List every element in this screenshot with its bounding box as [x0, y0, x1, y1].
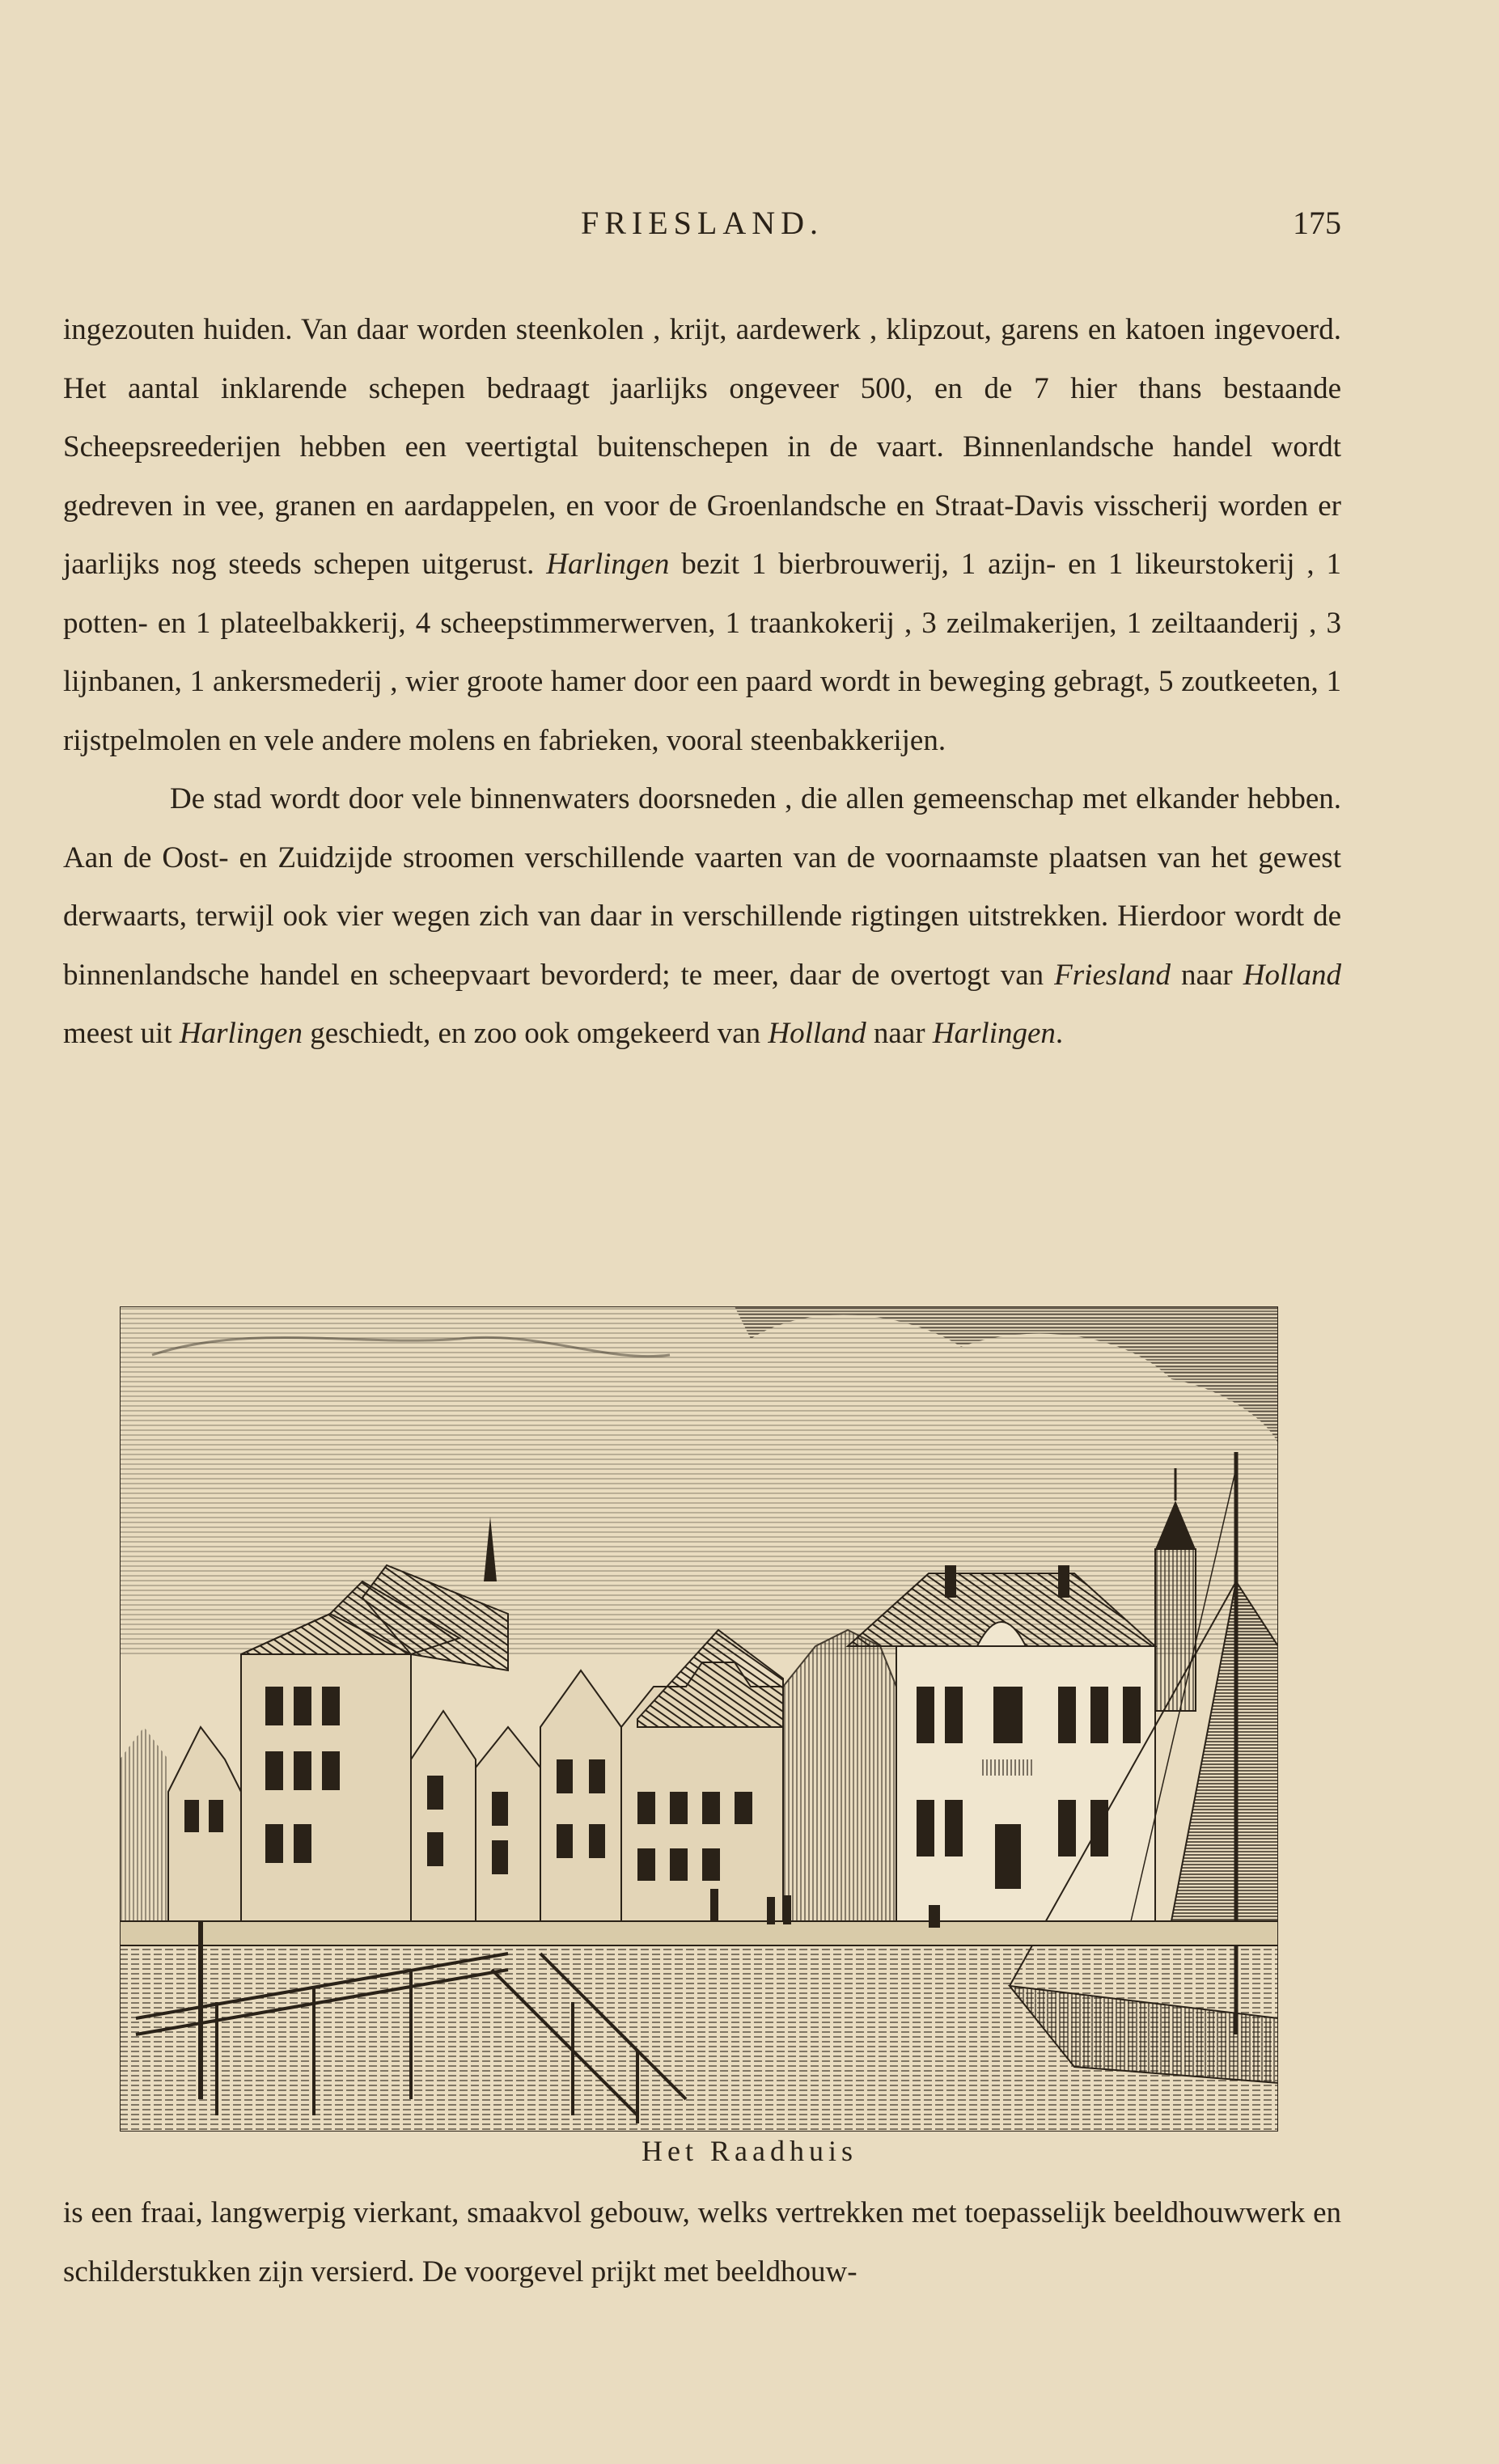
- paragraph-2-part: De stad wordt door vele binnenwaters doorsneden , die allen gemeenschap met elkander hebben. Aan de Oost- en Zuidzijde stroomen verschillende vaarten van de voornaamste plaatsen van het gewest derwaarts, terwijl ook vier wegen zich van daar in verschillende rigtingen uitstrekken. Hierdoor wordt de binnenlandsche handel en scheepvaart bevorderd; te meer, daar de overtogt van: [63, 782, 1341, 992]
- paragraph-3: is een fraai, langwerpig vierkant, smaakvol gebouw, welks vertrekken met toepasselijk beeldhouwwerk en schilderstukken zijn versierd. De voorgevel prijkt met beeldhouw-: [63, 2196, 1341, 2288]
- paragraph-2: [63, 770, 1341, 1064]
- paragraph-1-part: ingezouten huiden. Van daar worden steenkolen , krijt, aardewerk , klipzout, garens en katoen ingevoerd. Het aantal inklarende schepen bedraagt jaarlijks ongeveer 500, en de 7 hier thans bestaande Scheepsreederijen hebben een veertigtal buitenschepen in de vaart. Binnenlandsche handel wordt gedreven in vee, granen en aardappelen, en voor de Groenlandsche en Straat-Davis visscherij worden er jaarlijks nog steeds schepen uitgerust.: [63, 313, 1341, 581]
- running-title: FRIESLAND.: [580, 205, 824, 241]
- place-name: Harlingen: [179, 1017, 303, 1050]
- place-name: Holland: [1243, 958, 1341, 992]
- paragraph-1: [63, 301, 1341, 770]
- paragraph-2-part: .: [1055, 1017, 1064, 1050]
- paragraph-2-part: naar: [866, 1017, 933, 1050]
- text-block-upper: [63, 301, 1341, 1064]
- place-name: Holland: [768, 1017, 866, 1050]
- place-name: Harlingen: [932, 1017, 1056, 1050]
- place-name: Harlingen: [546, 548, 670, 581]
- page-header: [63, 204, 1341, 252]
- paragraph-2-part: meest uit: [63, 1017, 180, 1050]
- page-number: 175: [1293, 205, 1341, 241]
- paragraph-2-part: naar: [1171, 958, 1243, 992]
- town-hall-engraving: [120, 1306, 1278, 2132]
- place-name: Friesland: [1054, 958, 1171, 992]
- illustration-caption: Het Raadhuis: [642, 2135, 857, 2167]
- text-block-lower: [63, 2184, 1341, 2301]
- paragraph-2-part: geschiedt, en zoo ook omgekeerd van: [302, 1017, 769, 1050]
- paragraph-1-part: bezit 1 bierbrouwerij, 1 azijn- en 1 likeurstokerij , 1 potten- en 1 plateelbakkerij, 4 scheepstimmerwerven, 1 traankokerij , 3 zeilmakerijen, 1 zeiltaanderij , 3 lijnbanen, 1 ankersmederij , wier groote hamer door een paard wordt in beweging gebragt, 5 zoutkeeten, 1 rijstpelmolen en vele andere molens en fabrieken, vooral steenbakkerijen.: [63, 548, 1341, 757]
